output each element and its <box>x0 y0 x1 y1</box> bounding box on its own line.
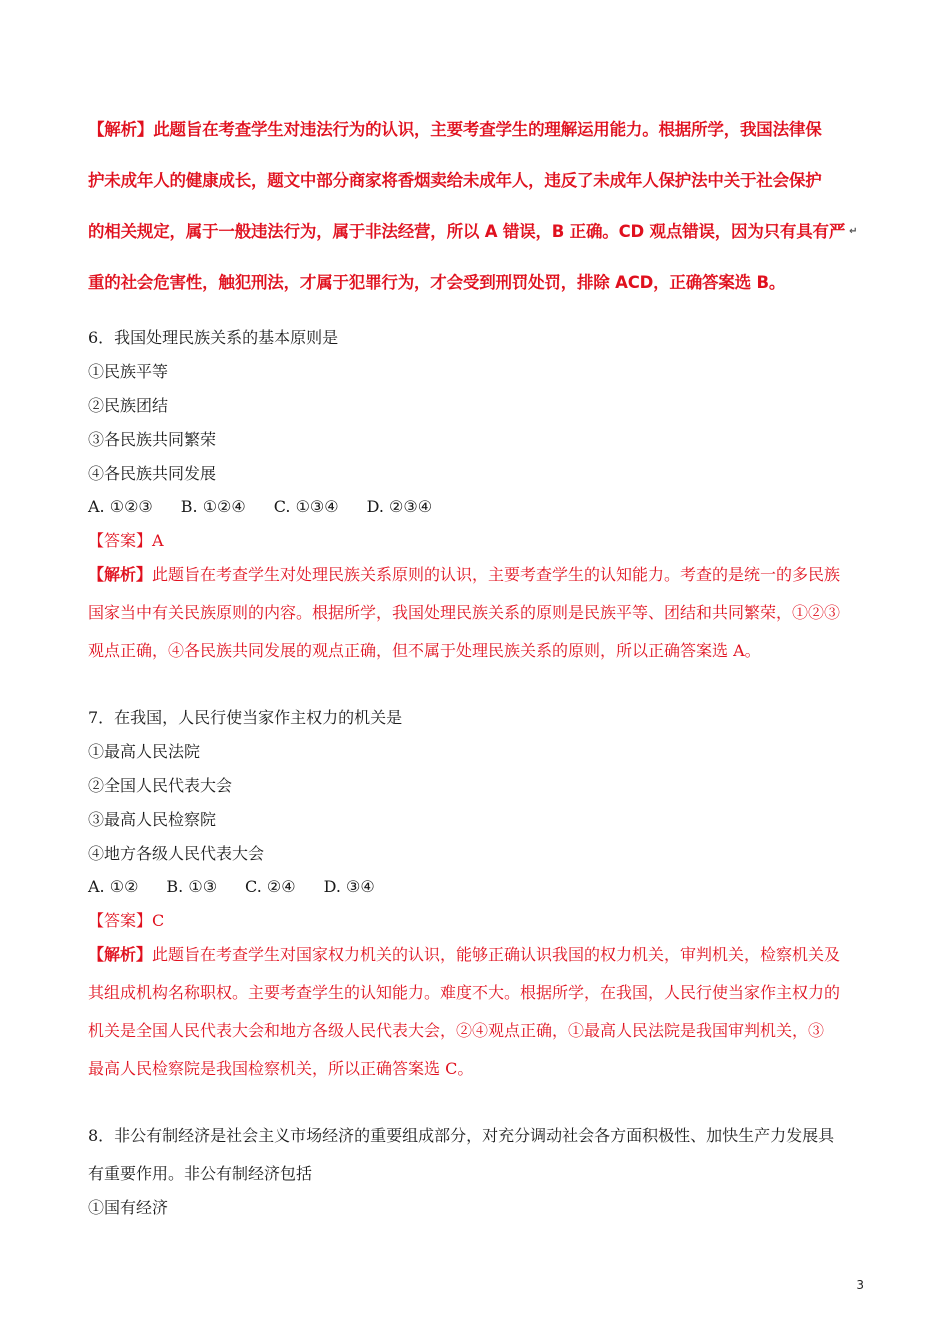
return-mark: ↵ <box>849 226 858 237</box>
analysis-text: 此题旨在考查学生对国家权力机关的认识，能够正确认识我国的权力机关，审判机关，检察机关及 <box>152 945 841 964</box>
option-item: ④各民族共同发展 <box>88 464 217 483</box>
option-item: ②民族团结 <box>88 396 169 415</box>
option-item: ②全国人民代表大会 <box>88 776 233 795</box>
choice-a: A. ①② <box>88 877 139 896</box>
analysis-line <box>88 222 857 242</box>
question-stem: 8．非公有制经济是社会主义市场经济的重要组成部分，对充分调动社会各方面积极性、加快生产力发展具 <box>88 1126 835 1145</box>
question-stem: 6．我国处理民族关系的基本原则是 <box>88 328 339 347</box>
choice-c: C. ①③④ <box>273 497 339 516</box>
option-item: ①国有经济 <box>88 1198 169 1217</box>
analysis-label: 【解析】 <box>88 565 153 584</box>
choices-row <box>88 497 432 517</box>
analysis-label: 【解析】 <box>88 945 153 964</box>
option-item: ③各民族共同繁荣 <box>88 430 217 449</box>
option-item: ④地方各级人民代表大会 <box>88 844 265 863</box>
question-stem: 有重要作用。非公有制经济包括 <box>88 1164 313 1183</box>
answer: 【答案】A <box>88 531 164 550</box>
question-stem: 7．在我国，人民行使当家作主权力的机关是 <box>88 708 403 727</box>
analysis-line <box>88 945 840 965</box>
analysis-text: 此题旨在考查学生对处理民族关系原则的认识，主要考查学生的认知能力。考查的是统一的多民族 <box>152 565 841 584</box>
option-item: ①最高人民法院 <box>88 742 201 761</box>
choices-row <box>88 877 375 897</box>
analysis-line: 最高人民检察院是我国检察机关，所以正确答案选 C。 <box>88 1059 474 1078</box>
choice-a: A. ①②③ <box>88 497 153 516</box>
option-item: ③最高人民检察院 <box>88 810 217 829</box>
analysis-line: 护未成年人的健康成长，题文中部分商家将香烟卖给未成年人，违反了未成年人保护法中关于社会保护 <box>88 171 822 190</box>
choice-c: C. ②④ <box>245 877 296 896</box>
option-item: ①民族平等 <box>88 362 169 381</box>
analysis-line: 国家当中有关民族原则的内容。根据所学，我国处理民族关系的原则是民族平等、团结和共同繁荣，①②③ <box>88 603 841 622</box>
choice-b: B. ①③ <box>166 877 218 896</box>
choice-d: D. ③④ <box>323 877 375 896</box>
analysis-line <box>88 565 840 585</box>
page-number: 3 <box>856 1278 864 1292</box>
answer: 【答案】C <box>88 911 165 930</box>
analysis-line: 机关是全国人民代表大会和地方各级人民代表大会，②④观点正确，①最高人民法院是我国审判机关，③ <box>88 1021 825 1040</box>
analysis-text: 的相关规定，属于一般违法行为，属于非法经营，所以 A 错误，B 正确。CD 观点错误，因为只有具有严 <box>88 222 846 241</box>
choice-d: D. ②③④ <box>366 497 433 516</box>
analysis-line: 重的社会危害性，触犯刑法，才属于犯罪行为，才会受到刑罚处罚，排除 ACD，正确答案选 B。 <box>88 273 786 292</box>
analysis-line: 【解析】此题旨在考查学生对违法行为的认识，主要考查学生的理解运用能力。根据所学，我国法律保 <box>88 120 822 139</box>
analysis-line: 其组成机构名称职权。主要考查学生的认知能力。难度不大。根据所学，在我国，人民行使当家作主权力的 <box>88 983 841 1002</box>
choice-b: B. ①②④ <box>180 497 246 516</box>
analysis-line: 观点正确，④各民族共同发展的观点正确，但不属于处理民族关系的原则，所以正确答案选 A。 <box>88 641 761 660</box>
